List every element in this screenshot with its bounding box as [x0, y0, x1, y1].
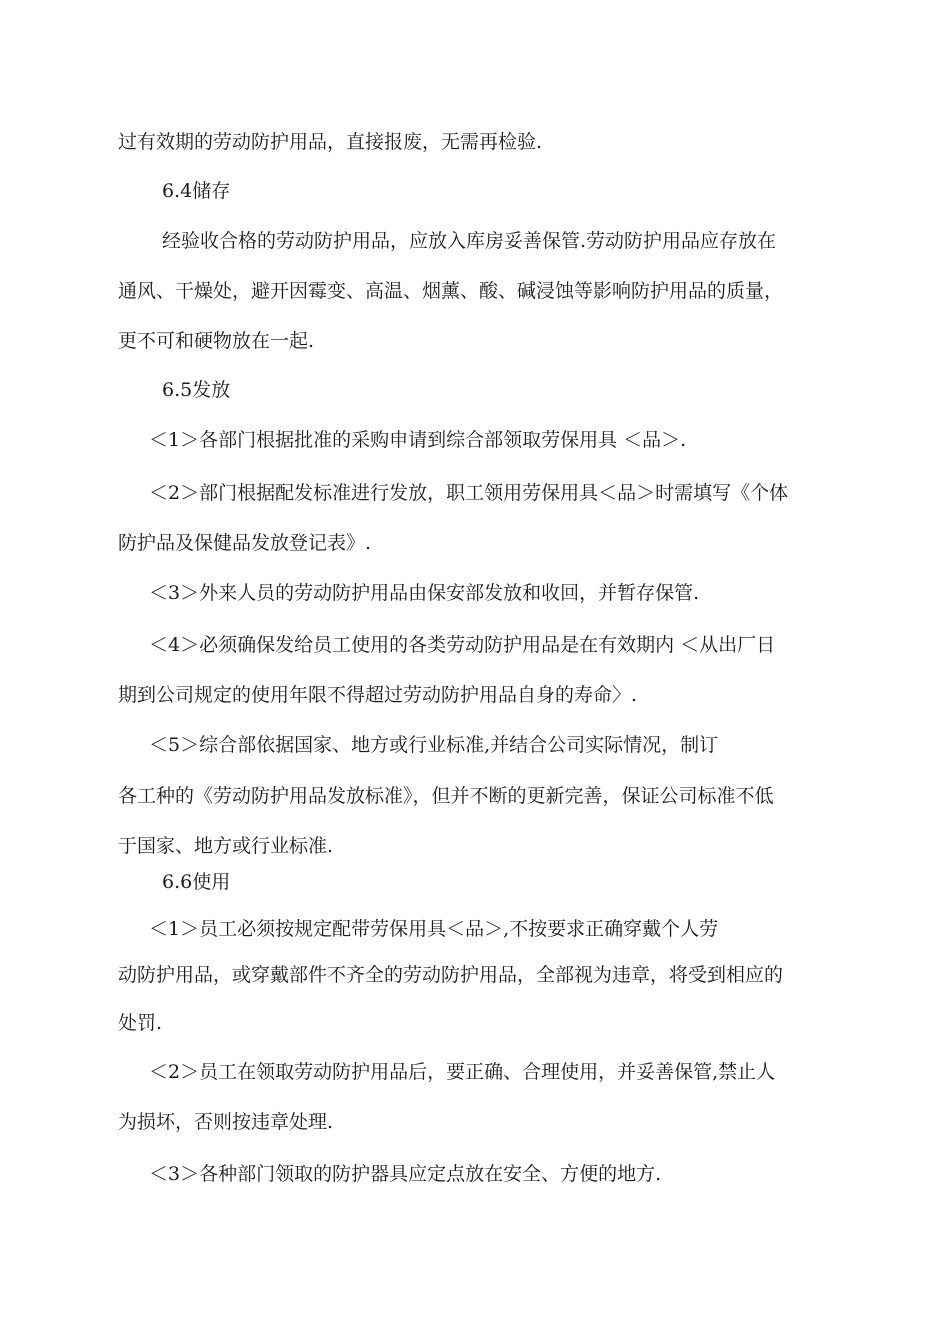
text-line: 过有效期的劳动防护用品，直接报废，无需再检验.	[118, 131, 543, 153]
text-line: 经验收合格的劳动防护用品，应放入库房妥善保管.劳动防护用品应存放在	[162, 230, 777, 252]
text-line: ＜1＞各部门根据批准的采购申请到综合部领取劳保用具 ＜品＞.	[149, 429, 687, 451]
section-heading-6-4: 6.4储存	[162, 180, 231, 202]
text-line: ＜3＞各种部门领取的防护器具应定点放在安全、方便的地方.	[149, 1163, 662, 1185]
text-line: 动防护用品，或穿戴部件不齐全的劳动防护用品，全部视为违章，将受到相应的	[118, 964, 784, 986]
text-line: 处罚.	[118, 1012, 163, 1034]
text-line: 于国家、地方或行业标准.	[118, 835, 334, 857]
text-line: 更不可和硬物放在一起.	[118, 330, 315, 352]
text-line: 通风、干燥处，避开因霉变、高温、烟薰、酸、碱浸蚀等影响防护用品的质量，	[118, 280, 784, 302]
text-line: ＜3＞外来人员的劳动防护用品由保安部发放和收回，并暂存保管.	[149, 582, 700, 604]
text-line: 期到公司规定的使用年限不得超过劳动防护用品自身的寿命〉.	[118, 684, 638, 706]
section-heading-6-6: 6.6使用	[162, 871, 231, 893]
text-line: ＜5＞综合部依据国家、地方或行业标准,并结合公司实际情况，制订	[149, 734, 719, 756]
text-line: ＜1＞员工必须按规定配带劳保用具＜品＞,不按要求正确穿戴个人劳	[149, 918, 719, 940]
section-heading-6-5: 6.5发放	[162, 379, 231, 401]
text-line: 防护品及保健品发放登记表》.	[118, 532, 372, 554]
text-line: ＜4＞必须确保发给员工使用的各类劳动防护用品是在有效期内 ＜从出厂日	[149, 634, 776, 656]
text-line: ＜2＞员工在领取劳动防护用品后，要正确、合理使用，并妥善保管,禁止人	[149, 1061, 776, 1083]
text-line: 为损坏，否则按违章处理.	[118, 1111, 334, 1133]
text-line: ＜2＞部门根据配发标准进行发放，职工领用劳保用具＜品＞时需填写《个体	[149, 482, 789, 504]
text-line: 各工种的《劳动防护用品发放标准》，但并不断的更新完善，保证公司标准不低	[118, 785, 774, 807]
